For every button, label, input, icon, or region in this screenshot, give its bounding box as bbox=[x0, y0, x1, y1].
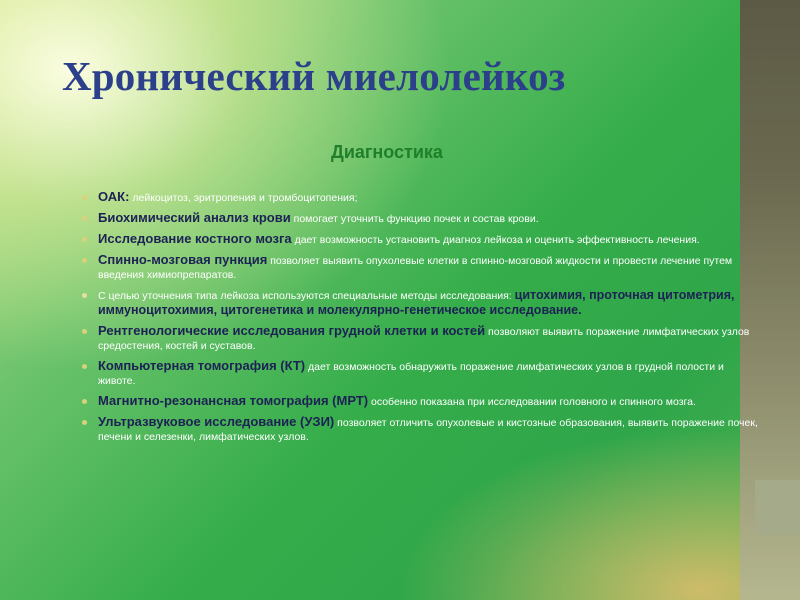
bullet-keyword: Ультразвуковое исследование (УЗИ) bbox=[98, 414, 335, 429]
bullet-keyword: Компьютерная томография (КТ) bbox=[98, 358, 306, 373]
bullet-keyword: Спинно-мозговая пункция bbox=[98, 252, 268, 267]
bullet-text: позволяет выявить опухолевые клетки в спинно-мозговой жидкости и провести лечение путем введения химиопрепаратов. bbox=[98, 255, 733, 281]
bullet-text: позволяет отличить опухолевые и кистозные образования, выявить поражение почек, печени и селезенки, лимфатических узлов. bbox=[98, 417, 758, 443]
decorative-side-block bbox=[755, 480, 800, 535]
bullet-keyword: Магнитно-резонансная томография (МРТ) bbox=[98, 393, 369, 408]
bullet-item bbox=[82, 211, 760, 226]
bullet-text: дает возможность установить диагноз лейкоза и оценить эффективность лечения. bbox=[291, 234, 700, 246]
bullet-text: дает возможность обнаружить поражение лимфатических узлов в грудной полости и животе. bbox=[98, 361, 724, 387]
bullet-lead-text: С целью уточнения типа лейкоза используются специальные методы исследования: bbox=[98, 290, 515, 302]
bullet-item bbox=[82, 359, 760, 388]
bullet-text: лейкоцитоз, эритропения и тромбоцитопения; bbox=[129, 192, 358, 204]
bullet-item bbox=[82, 394, 760, 409]
bullet-keyword: цитохимия, проточная цитометрия, иммуноцитохимия, цитогенетика и молекулярно-генетическое исследование. bbox=[98, 288, 735, 317]
bullet-item bbox=[82, 232, 760, 247]
bullet-keyword: Исследование костного мозга bbox=[98, 231, 292, 246]
bullet-item bbox=[82, 324, 760, 353]
bullet-item bbox=[82, 415, 760, 444]
bullet-text: помогает уточнить функцию почек и состав крови. bbox=[290, 213, 539, 225]
bullet-item bbox=[82, 253, 760, 282]
bullet-item bbox=[82, 190, 760, 205]
bullet-keyword: Биохимический анализ крови bbox=[98, 210, 291, 225]
bullet-keyword: Рентгенологические исследования грудной клетки и костей bbox=[98, 323, 486, 338]
bullet-text: особенно показана при исследовании головного и спинного мозга. bbox=[368, 396, 696, 408]
slide-title: Хронический миелолейкоз bbox=[62, 53, 566, 99]
bullet-keyword: ОАК: bbox=[98, 189, 130, 204]
slide-subtitle: Диагностика bbox=[331, 142, 443, 162]
bullet-text: позволяют выявить поражение лимфатических узлов средостения, костей и суставов. bbox=[98, 326, 750, 352]
bullet-item bbox=[82, 288, 760, 318]
bullet-list bbox=[82, 190, 760, 450]
